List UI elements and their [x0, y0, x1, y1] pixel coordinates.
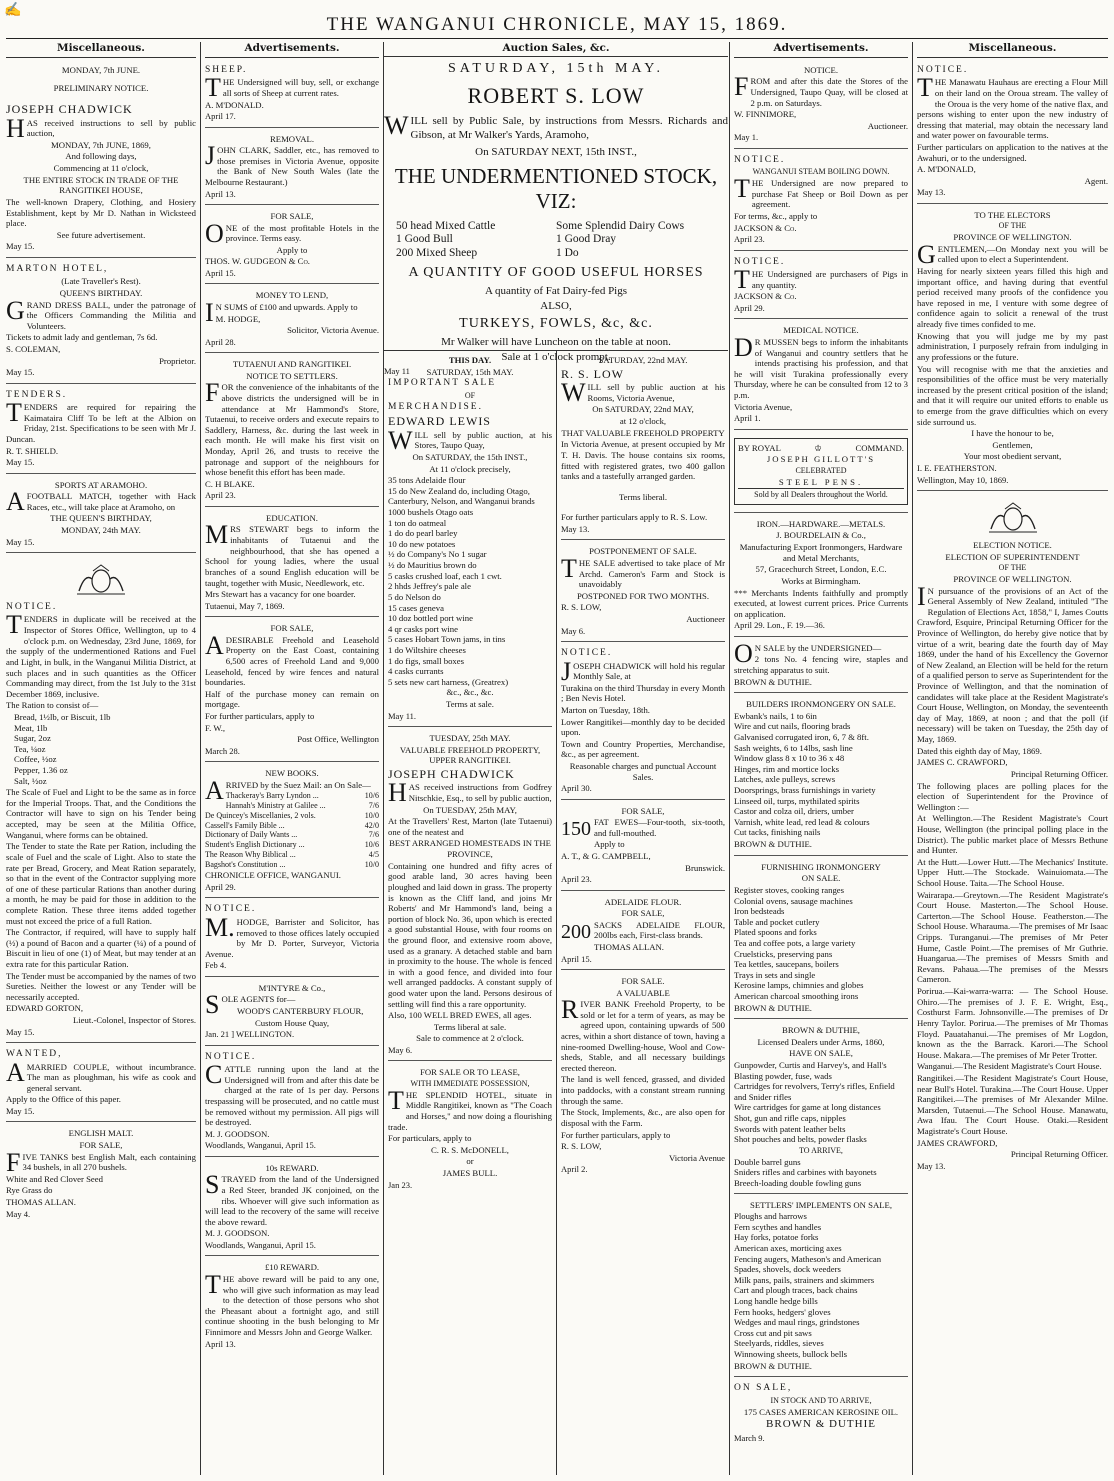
- list-item: 10 do new potatoes: [388, 538, 456, 549]
- section-rule: [384, 350, 728, 351]
- section-heading: Auction Sales, &c.: [384, 42, 728, 57]
- list-item: 5 cases Hobart Town jams, in tins: [388, 634, 506, 645]
- list-item: 35 tons Adelaide flour: [388, 475, 466, 486]
- river-bank-ad: FOR SALE. A VALUABLE RIVER BANK Freehold Property, to be sold or let for a term of years, as may be agreed upon, containing upwards of 500 acres, within a short distance of town, having a nine-roomed Dwelling-house, Wool and Cow-sheds, Stable, and all necessary buildings erected thereon. The land is well fenced, grassed, and divided into paddocks, with a constant stream running through the same. The Stock, Implements, &c., are also open for disposal with the Farm. For further particulars, apply to R. S. LOW, Victoria Avenue April 2.: [561, 975, 725, 1175]
- rs-low-freehold-ad: SATURDAY, 22nd MAY. R. S. LOW WILL sell by public auction at his Rooms, Victoria Avenue, On SATURDAY, 22nd MAY, at 12 o'clock, THAT VALUABLE FREEHOLD PROPERTY In Victoria Avenue, at present occupied by Mr T. H. Davis. The house contains six rooms, fitted with registered grates, two 400 gallon tanks and a tastefully arranged garden. Terms liberal. For further particulars apply to R. S. Low. May 13.: [561, 352, 725, 540]
- money-lend-ad: MONEY TO LEND, IN SUMS of £100 and upwards. Apply to M. HODGE, Solicitor, Victoria Avenue. April 28.: [205, 287, 379, 353]
- list-item: 5 do Nelson do: [388, 591, 441, 602]
- cattle-notice-ad: NOTICE. CATTLE running upon the land at the Undersigned will from and after this date be charged at the rate of 1s per day. Persons trespassing will be prosecuted, and no cattle must be removed without my permission. All pigs will be destroyed. M. J. GOODSON. Woodlands, Wanganui, April 15.: [205, 1049, 379, 1157]
- masthead-rule: [6, 38, 1108, 39]
- bourdelain-ad: IRON.—HARDWARE.—METALS. J. BOURDELAIN & Co., Manufacturing Export Ironmongers, Hardware and Metal Merchants, 57, Gracechurch Street, London, E.C. Works at Birmingham. *** Merchants Indents faithfully and promptly executed, at lowest current prices. Price Currents on application. April 29. Lon., F. 19.—36.: [734, 516, 908, 637]
- tenders-ad: TENDERS. TENDERS are required for repairing the Kaimataira Cliff To be left at the Albion on Friday, 21st. Specifications to be seen with Mr J. Duncan. R. T. SHIELD. May 15.: [6, 387, 196, 474]
- list-item: 1 do Wiltshire cheeses: [388, 644, 466, 655]
- stock-list: 50 head Mixed Cattle Some Splendid Dairy Cows 1 Good Bull 1 Good Dray 200 Mixed Sheep 1 Do: [396, 219, 685, 260]
- fencing-wire-ad: ON SALE by the UNDERSIGNED— 2 tons No. 4 fencing wire, staples and stretching apparatus to suit. BROWN & DUTHIE.: [734, 640, 908, 693]
- list-item: 4 qr casks port wine: [388, 623, 458, 634]
- chadwick-preliminary-ad: MONDAY, 7th JUNE. PRELIMINARY NOTICE. JOSEPH CHADWICK HAS received instructions to sell by public auction, MONDAY, 7th JUNE, 1869, And following days, Commencing at 11 o'clock, THE ENTIRE STOCK IN TRADE OF THE RANGITIKEI HOUSE, The well-known Drapery, Clothing, and Hosiery Establishment, kept by Mr D. Nathan in Wicksteed place. See future advertisement. May 15.: [6, 62, 196, 258]
- hauhaus-notice-ad: NOTICE. THE Manawatu Hauhaus are erecting a Flour Mill on their land on the Oroua stream. The valley of the Oroua is the very home of the native flax, and persons wishing to enter upon the new industry of dressing that material, may obtain the necessary land and water power on favourable terms. Further particulars on application to the natives at the Awahuri, or to the undersigned. A. M'DONALD, Agent. May 13.: [917, 62, 1108, 204]
- column-1: [6, 42, 196, 1475]
- mintyre-ad: M'INTYRE & Co., SOLE AGENTS for— WOOD'S CANTERBURY FLOUR, Custom House Quay, Jan. 21 ] WELLINGTON.: [205, 980, 379, 1046]
- hotel-sale-ad: FOR SALE, ONE of the most profitable Hotels in the province. Terms easy. Apply to THOS. W. GUDGEON & Co. April 15.: [205, 208, 379, 284]
- chadwick-freehold-ad: TUESDAY, 25th MAY. VALUABLE FREEHOLD PROPERTY, UPPER RANGITIKEI. JOSEPH CHADWICK HAS received instructions from Godfrey Nitschkie, Esq., to sell by public auction, On TUESDAY, 25th MAY, At the Travellers' Rest, Marton (late Tutaenui) one of the neatest and BEST ARRANGED HOMESTEADS IN THE PROVINCE, Containing one hundred and fifty acres of good arable land, 30 acres having been ploughed and laid down in grass. The property is known as the Cliff land, and joins Mr Roberts' and Mr Hammond's land, being a portion of block No. 36, upon which is erected a good substantial House, with four rooms on the ground floor, and extensive room above, used as a granary. A detached stable and barn in proximity to the house. The whole is fenced in with a good fence, and divided into four well arranged paddocks. A constant supply of good water upon the land. Persons desirous of settling will find this a rare opportunity. Also, 100 WELL BRED EWES, all ages. Terms liberal at sale. Sale to commence at 2 o'clock. May 6.: [388, 730, 552, 1061]
- sheep-ad: SHEEP. THE Undersigned will buy, sell, or exchange all sorts of Sheep at current rates. A. M'DONALD. April 17.: [205, 62, 379, 128]
- column-rule: [200, 42, 201, 1475]
- settlers-implements-ad: SETTLERS' IMPLEMENTS ON SALE, Ploughs and harrows Fern scythes and handles Hay forks, potatoe forks American axes, morticing axes Fencing augers, Matheson's and American Spades, shovels, dock weeders Milk pans, pails, strainers and skimmers Cart and plough traces, back chains Long handle hedge bills Fern hooks, hedgers' gloves Wedges and maul rings, grindstones Cross cut and pit saws Steelyards, riddles, sieves Winnowing sheets, bullock bells BROWN & DUTHIE.: [734, 1197, 908, 1378]
- section-heading: Miscellaneous.: [6, 42, 196, 58]
- section-heading: Advertisements.: [205, 42, 379, 58]
- list-item: 10 doz bottled port wine: [388, 613, 473, 624]
- removal-ad: REMOVAL. JOHN CLARK, Saddler, etc., has removed to those premises in Victoria Avenue, opposite the Bank of New South Wales (late the Melbourne Restaurant.) April 13.: [205, 131, 379, 205]
- list-item: 1 do do pearl barley: [388, 528, 458, 539]
- property-sale-ad: FOR SALE, ADESIRABLE Freehold and Leasehold Property on the East Coast, containing 6,500 acres of Freehold Land and 9,000 Leasehold, fenced by wire fences and natural boundaries. Half of the purchase money can remain on mortgage. For further particulars, apply to F. W., Post Office, Wellington March 28.: [205, 620, 379, 762]
- list-item: ½ do Company's No 1 sugar: [388, 549, 487, 560]
- new-books-ad: NEW BOOKS. ARRIVED by the Suez Mail: an On Sale— Thackeray's Barry Lyndon ... 10/6 Hannah's Ministry at Galilee ... 7/6 De Quincey's Miscellanies, 2 vols. 10/0 Cassell's Family Bible ... 42/0 Dictionary of Daily Wants ... 7/6 Student's English Dictionary ... 10/6 The Reason Why Biblical ... 4/5 Bagshot's Constitution ... 10/0 CHRONICLE OFFICE, WANGANUI. April 29.: [205, 765, 379, 898]
- royal-crest-icon: [917, 500, 1108, 536]
- medical-notice-ad: MEDICAL NOTICE. DR MUSSEN begs to inform the inhabitants of Wanganui and country settlers that he intends practising his profession, and that he will visit Turakina professionally every Thursday, where he can be consulted from 12 to 3 p.m. Victoria Avenue, April 1.: [734, 322, 908, 429]
- crown-icon: ♔: [814, 442, 823, 453]
- newspaper-title: THE WANGANUI CHRONICLE, MAY 15, 1869.: [326, 14, 788, 35]
- boiling-down-ad: NOTICE. WANGANUI STEAM BOILING DOWN. THE Undersigned are now prepared to purchase Fat Sheep or Boil Down as per agreement. For terms, &c., apply to JACKSON & Co. April 23.: [734, 152, 908, 251]
- list-item: Student's English Dictionary ... 10/6: [205, 840, 379, 850]
- builders-ironmongery-ad: BUILDERS IRONMONGERY ON SALE. Ewbank's nails, 1 to 6in Wire and cut nails, flooring brads Galvanised corrugated iron, 6, 7 & 8ft. Sash weights, 6 to 14lbs, sash line Window glass 8 x 10 to 36 x 48 Hinges, rim and mortice locks Latches, axle pulleys, screws Doorsprings, brass furnishings in variety Linseed oil, turps, mythilated spirits Castor and colza oil, driers, umber Varnish, white lead, red lead & colours Cut tacks, finishing nails BROWN & DUTHIE.: [734, 696, 908, 856]
- list-item: 2 hhds Jeffrey's pale ale: [388, 581, 471, 592]
- election-notice-ad: ELECTION NOTICE. ELECTION OF SUPERINTENDENT OF THE PROVINCE OF WELLINGTON. IN pursuance of the provisions of an Act of the General Assembly of New Zealand, intituled "The Regulation of Elections Act, 1858," I, James Coutts Crawford, Esquire, Principal Returning Officer for the Province of Wellington, do hereby give notice that by virtue of a writ, bearing date the fourth day of May 1869, under the hand of his Excellency the Governor of New Zealand, an Election will be held for the return of a qualified person to serve as Superintendent for the Province of Wellington, and that the nomination of candidates will take place at the Resident Magistrate's Court House, Wellington, on Monday, the seventeenth day of May, 1869, at noon ; and that the poll (if necessary) will be taken on Tuesday, the 25th day of May, 1869. Dated this eighth day of May, 1869. JAMES C. CRAWFORD, Principal Returning Officer. The following places are polling places for the election of Superintendent for the Province of Wellington :— At Wellington.—The Resident Magistrate's Court House, Wellington (the principal polling place in the District). The public market place of Messrs Bethune and Hunter. At the Hutt.—Lower Hutt.—The Mechanics' Institute. Upper Hutt.—The Stockade. Wainuiomata.—The School House. Taita.—The School House. Wairarapa.—Greytown.—The Resident Magistrate's Court House. Masterton.—The School House. Carterton.—The School House. Featherston.—The School House. Wharauma.—The premises of Mr Isaac Cripps. Turanganui.—The premises of Mr Peter Hume, Castle Point.—The premises of Mr Guthrie. Huangarua.—The premises of Messrs Smith and Revans. Pahaua.—The premises of the Messrs Cameron. Porirua.—Kai-warra-warra: — The School House. Ohiro.—The premises of J. F. E. Wright, Esq., Costhurst Farm. Johnsonville.—The premises of Dr Henry Taylor. Porirua.—The premises of Mr Thomas Floyd. Pauatahanui.—The premises of Mr Logdon, known as the the Barrack. Karori.—The School House. Makara.—The premises of Mr Peter Trotter. Wanganui.—The Resident Magistrate's Court House. Rangitikei.—The Resident Magistrate's Court House, near Bull's Hotel. Turakina.—The Court House. Upper Rangitikei.—The premises of Mr Alexander Milne. Marsden, Tutaenui.—The School House. Manawatu, Awa Ifau. The Court House. Otaki.—Resident Magistrate's Court House. JAMES CRAWFORD, Principal Returning Officer. May 13.: [917, 494, 1108, 1176]
- list-item: 15 cases geneva: [388, 602, 444, 613]
- column-4: [561, 352, 725, 1475]
- furnishing-ironmongery-ad: FURNISHING IRONMONGERY ON SALE. Register stoves, cooking ranges Colonial ovens, sausage machines Iron bedsteads Table and pocket cutlery Plated spoons and forks Tea and coffee pots, a large variety Cruelsticks, preserving pans Tea kettles, saucepans, boilers Trays in sets and single Kerosine lamps, chimnies and globes American charcoal smoothing irons BROWN & DUTHIE.: [734, 859, 908, 1020]
- feather-icon: ✍: [4, 3, 22, 18]
- column-2: [205, 42, 379, 1475]
- list-item: 15 do New Zealand do, including Otago, Canterbury, Nelson, and Wanganui brands: [388, 485, 535, 507]
- column-6: [917, 42, 1108, 1475]
- list-item: The Reason Why Biblical ... 4/5: [205, 849, 379, 859]
- list-item: ½ do Mauritius brown do: [388, 560, 477, 571]
- tutaenui-ad: TUTAENUI AND RANGITIKEI. NOTICE TO SETTLERS. FOR the convenience of the inhabitants of the above districts the undersigned will be in attendance at Mr Hammond's Store, Tutaenui, to receive orders and execute repairs to Saddlery, Harness, &c. during the last week in each month. He will make his first visit on Monday, April 26, and trusts to receive the patronage and support of the neighbours for whose benefit this effort has been made. C. H BLAKE. April 23.: [205, 356, 379, 507]
- list-item: 4 casks currants: [388, 666, 444, 677]
- marton-hotel-ad: MARTON HOTEL, (Late Traveller's Rest). QUEEN'S BIRTHDAY. GRAND DRESS BALL, under the patronage of the Officers Commanding the Militia and Volunteers. Tickets to admit lady and gentleman, 7s 6d. S. COLEMAN, Proprietor. May 15.: [6, 261, 196, 384]
- section-heading: Miscellaneous.: [917, 42, 1108, 58]
- hodge-notice-ad: NOTICE. M.HODGE, Barrister and Solicitor, has removed to those offices lately occupied by Mr D. Porter, Surveyor, Victoria Avenue. Feb 4.: [205, 901, 379, 976]
- ration-list: Bread, 1½lb, or Biscuit, 1lb Meat, 1lb Sugar, 2oz Tea, ¼oz Coffee, ½oz Pepper, 1.36 oz Salt, ½oz: [14, 711, 111, 786]
- postponement-ad: POSTPONEMENT OF SALE. THE SALE advertised to take place of Mr Archd. Cameron's Farm and Stock is unavoidably POSTPONED FOR TWO MONTHS. R. S. LOW, Auctioneer May 6.: [561, 543, 725, 642]
- column-rule: [729, 42, 730, 1475]
- list-item: 1 do figs, small boxes: [388, 655, 465, 666]
- column-3: [388, 352, 552, 1475]
- reward-10-pound-ad: £10 REWARD. THE above reward will be paid to any one, who will give such information as may lead to the detection of those persons who shot the Pheasant about a fortnight ago, and still continue shooting in the bush belonging to Mr Finnimore and Messrs John and George Walker. April 13.: [205, 1262, 379, 1349]
- edward-lewis-ad: THIS DAY. SATURDAY, 15th MAY. IMPORTANT SALE OF MERCHANDISE. EDWARD LEWIS WILL sell by public auction, at his Stores, Taupo Quay, On SATURDAY, the 15th INST., At 11 o'clock precisely, 35 tons Adelaide flour 15 do New Zealand do, including Otago, Canterbury, Nelson, and Wanganui brands 1000 bushels Otago oats 1 ton do oatmeal 1 do do pearl barley 10 do new potatoes ½ do Company's No 1 sugar ½ do Mauritius brown do 5 casks crushed loaf, each 1 cwt. 2 hhds Jeffrey's pale ale 5 do Nelson do 15 cases geneva 10 doz bottled port wine 4 qr casks port wine 5 cases Hobart Town jams, in tins 1 do Wiltshire cheeses 1 do figs, small boxes 4 casks currants 5 sets new cart harness, (Greatrex) &c., &c., &c. Terms at sale. May 11.: [388, 352, 552, 727]
- merchandise-list: [388, 475, 552, 698]
- pigs-notice-ad: NOTICE. THE Undersigned are purchasers of Pigs in any quantity. JACKSON & Co. April 29.: [734, 254, 908, 320]
- monthly-sale-ad: NOTICE. JOSEPH CHADWICK will hold his regular Monthly Sale, at Turakina on the third Thursday in every Month ; Ben Nevis Hotel. Marton on Tuesday, 18th. Lower Rangitikei—monthly day to be decided upon. Town and Country Properties, Merchandise, &c., as per agreement. Reasonable charges and punctual Account Sales. April 30.: [561, 645, 725, 800]
- list-item: 1 ton do oatmeal: [388, 517, 447, 528]
- list-item: Bagshot's Constitution ... 10/0: [205, 859, 379, 869]
- wanted-ad: WANTED, AMARRIED COUPLE, without incumbrance. The man as ploughman, his wife as cook and general servant. Apply to the Office of this paper. May 15.: [6, 1046, 196, 1122]
- malt-ad: ENGLISH MALT. FOR SALE, FIVE TANKS best English Malt, each containing 34 bushels, in all 270 bushels. White and Red Clover Seed Rye Grass do THOMAS ALLAN. May 4.: [6, 1128, 196, 1219]
- column-5: [734, 42, 908, 1475]
- electors-address-ad: TO THE ELECTORS OF THE PROVINCE OF WELLINGTON. GENTLEMEN,—On Monday next you will be called upon to elect a Superintendent. Having for nearly sixteen years filled this high and important office, and having during that eventful period received many proofs of the confidence you have reposed in me, I venture with some degree of confidence again to solicit a renewal of the trust already five times confided to me. Knowing that you will judge me by my past administration, I purposely refrain from indulging in any professions or the future. You will recognise with me that the anxieties and responsibilities of the office must be very materially increased by the present critical position of the island; and that it will require our united efforts to enable us to emerge from the grave difficulties which on every side surround us. I have the honour to be, Gentlemen, Your most obedient servant, I. E. FEATHERSTON. Wellington, May 10, 1869.: [917, 207, 1108, 491]
- royal-crest-icon: [6, 562, 196, 598]
- robert-low-auction-ad: Auction Sales, &c. SATURDAY, 15th MAY. ROBERT S. LOW WILL sell by Public Sale, by instructions from Messrs. Richards and Gibson, at Mr Walker's Yards, Aramoho, On SATURDAY NEXT, 15th INST., THE UNDERMENTIONED STOCK, VIZ: 50 head Mixed Cattle Some Splendid Dairy Cows 1 Good Bull 1 Good Dray 200 Mixed Sheep 1 Do A QUANTITY OF GOOD USEFUL HORSES A quantity of Fat Dairy-fed Pigs ALSO, TURKEYS, FOWLS, &c, &c. Mr Walker will have Luncheon on the table at noon. Sale at 1 o'clock prompt. May 11: [384, 42, 728, 376]
- gillott-pens-ad: BY ROYAL ♔ COMMAND. JOSEPH GILLOTT'S CELEBRATED STEEL PENS. Sold by all Dealers throughout the World.: [734, 433, 908, 513]
- arms-dealers-ad: BROWN & DUTHIE, Licensed Dealers under Arms, 1860, HAVE ON SALE, Gunpowder, Curtis and Harvey's, and Hall's Blasting powder, fuse, wads Cartridges for revolvers, Terry's rifles, Enfield and Snider rifles Wire cartridges for game at long distances Shot, gun and rifle caps, nipples Swords with patent leather belts Shot pouches and belts, powder flasks TO ARRIVE, Double barrel guns Sniders rifles and carbines with bayonets Breech-loading double fowling guns: [734, 1022, 908, 1193]
- sports-ad: SPORTS AT ARAMOHO. AFOOTBALL MATCH, together with Hack Races, etc., will take place at Aramoho, on THE QUEEN'S BIRTHDAY, MONDAY, 24th MAY. May 15.: [6, 477, 196, 553]
- fat-ewes-ad: FOR SALE, 150 FAT EWES—Four-tooth, six-tooth, and full-mouthed. Apply to A. T., & G. CAMPBELL, Brunswick. April 23.: [561, 803, 725, 891]
- adelaide-flour-ad: ADELAIDE FLOUR. FOR SALE, 200 SACKS ADELAIDE FLOUR, 200lbs each, First-class brands. THOMAS ALLAN. April 15.: [561, 894, 725, 970]
- education-ad: EDUCATION. MRS STEWART begs to inform the inhabitants of Tutaenui and the neighbourhood, that she has opened a School for young ladies, where the usual branches of a sound English education will be taught, together with Music, Needlework, etc. Mrs Stewart has a vacancy for one boarder. Tutaenui, May 7, 1869.: [205, 510, 379, 617]
- list-item: 5 casks crushed loaf, each 1 cwt.: [388, 570, 502, 581]
- masthead: [0, 0, 1114, 40]
- column-rule: [912, 42, 913, 1475]
- list-item: 1000 bushels Otago oats: [388, 507, 474, 518]
- section-heading: Advertisements.: [734, 42, 908, 58]
- stores-notice-ad: NOTICE. TENDERS in duplicate will be received at the Inspector of Stores Office, Wellington, up to 4 o'clock p.m. on Wednesday, 23rd June, 1869, for the supply of the undermentioned Rations and Fuel and Light, in bulk, in the Wanganui Militia District, at such places and in such quantities as the Officer Commanding may direct, from the 1st July to the 31st December 1869, inclusive. The Ration to consist of— Bread, 1½lb, or Biscuit, 1lb Meat, 1lb Sugar, 2oz Tea, ¼oz Coffee, ½oz Pepper, 1.36 oz Salt, ½oz The Scale of Fuel and Light to be the same as in force for the Imperial Troops. That, and the Conditions the Contractor will have to sign on his Tender being accepted, may be seen at the Militia Office, Wanganui, where forms can be obtained. The Tender to state the Rate per Ration, including the scale of Fuel and the scale of Light. Also to state the rate per Bread, Grocery, and Meat Ration separately, so that in the event of the Contractor supplying more of one of these particular Rations than another during a month, he may be paid for those in addition to the complete Ration. These three items added together must not exceed the price of a full Ration. The Contractor, if required, will have to supply half (½) a pound of Bacon and a quarter (¼) of a pound of Biscuit in lieu of one (1) of Meat, but may tender at an extra rate for this particular Ration. The Tender must be accompanied by the names of two Sureties. Neither the lowest or any Tender will be necessarily accepted. EDWARD GORTON, Lieut.-Colonel, Inspector of Stores. May 15.: [6, 556, 196, 1043]
- hotel-lease-ad: FOR SALE OR TO LEASE, WITH IMMEDIATE POSSESSION, THE SPLENDID HOTEL, situate in Middle Rangitikei, known as "The Coach and Horses," and now doing a flourishing trade. For particulars, apply to C. R. S. McDONELL, or JAMES BULL. Jan 23.: [388, 1067, 552, 1190]
- list-item: Cassell's Family Bible ... 42/0: [205, 820, 379, 830]
- book-list: [205, 791, 379, 869]
- list-item: 5 sets new cart harness, (Greatrex): [388, 676, 509, 687]
- reward-10s-ad: 10s REWARD. STRAYED from the land of the Undersigned a Red Steer, branded JK conjoined, on the ribs. Whoever will give such information as will lead to the recovery of the same will receive the above reward. M. J. GOODSON. Woodlands, Wanganui, April 15.: [205, 1160, 379, 1257]
- list-item: Thackeray's Barry Lyndon ... 10/6: [225, 791, 379, 801]
- list-item: De Quincey's Miscellanies, 2 vols. 10/0: [205, 810, 379, 820]
- column-rule: [556, 350, 557, 1475]
- finnimore-notice-ad: NOTICE. FROM and after this date the Stores of the Undersigned, Taupo Quay, will be closed at 2 p.m. on Saturdays. W. FINNIMORE, Auctioneer. May 1.: [734, 62, 908, 149]
- list-item: &c., &c., &c.: [446, 687, 494, 698]
- kerosine-ad: ON SALE, IN STOCK AND TO ARRIVE, 175 CASES AMERICAN KEROSINE OIL. BROWN & DUTHIE March 9.: [734, 1383, 899, 1443]
- list-item: Dictionary of Daily Wants ... 7/6: [205, 830, 379, 840]
- list-item: Hannah's Ministry at Galilee ... 7/6: [225, 801, 379, 811]
